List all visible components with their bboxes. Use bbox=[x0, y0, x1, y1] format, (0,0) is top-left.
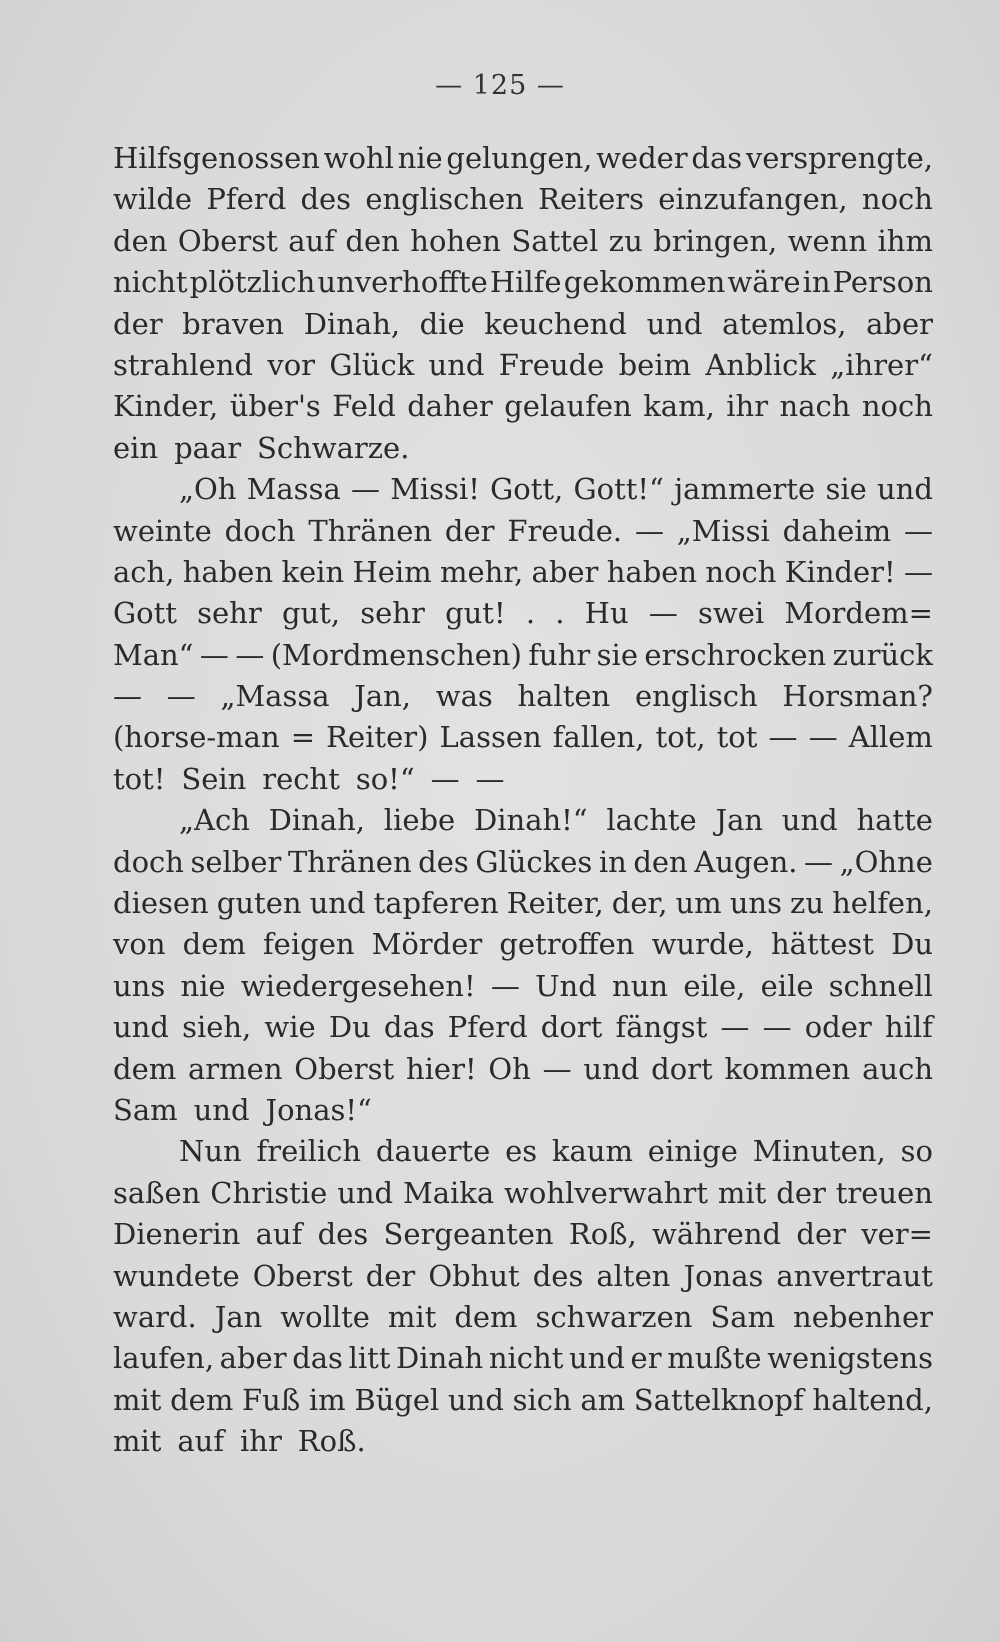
text-line: mit dem Fuß im Bügel und sich am Sattelknopf haltend, bbox=[113, 1382, 933, 1417]
text-line: laufen, aber das litt Dinah nicht und er mußte wenigstens bbox=[113, 1341, 933, 1376]
text-line: mit auf ihr Roß. bbox=[113, 1424, 366, 1459]
text-line: Nun freilich dauerte es kaum einige Minuten, so bbox=[179, 1134, 933, 1169]
text-line: und sieh, wie Du das Pferd dort fängst — — oder hilf bbox=[113, 1010, 933, 1045]
text-line: Gott sehr gut, sehr gut! . . Hu — swei Mordem= bbox=[113, 596, 933, 631]
text-line: weinte doch Thränen der Freude. — „Missi daheim — bbox=[113, 513, 933, 548]
text-line: von dem feigen Mörder getroffen wurde, hättest Du bbox=[113, 927, 933, 962]
text-line: Kinder, über's Feld daher gelaufen kam, ihr nach noch bbox=[113, 389, 933, 424]
text-line: der braven Dinah, die keuchend und atemlos, aber bbox=[113, 306, 933, 341]
text-line: doch selber Thränen des Glückes in den Augen. — „Ohne bbox=[113, 844, 933, 879]
text-line: Man“ — — (Mordmenschen) fuhr sie erschrocken zurück bbox=[113, 637, 933, 672]
text-line: ward. Jan wollte mit dem schwarzen Sam nebenher bbox=[113, 1299, 933, 1334]
text-line: uns nie wiedergesehen! — Und nun eile, eile schnell bbox=[113, 968, 933, 1003]
text-line: ach, haben kein Heim mehr, aber haben noch Kinder! — bbox=[113, 554, 933, 589]
text-line: Dienerin auf des Sergeanten Roß, während der ver= bbox=[113, 1217, 933, 1252]
text-line: ein paar Schwarze. bbox=[113, 430, 410, 465]
text-line: wilde Pferd des englischen Reiters einzufangen, noch bbox=[113, 182, 933, 217]
text-line: „Oh Massa — Missi! Gott, Gott!“ jammerte sie und bbox=[179, 472, 933, 507]
text-line: nicht plötzlich unverhoffte Hilfe gekommen wäre in Person bbox=[113, 265, 933, 300]
text-line: diesen guten und tapferen Reiter, der, um uns zu helfen, bbox=[113, 886, 933, 921]
text-line: den Oberst auf den hohen Sattel zu bringen, wenn ihm bbox=[113, 223, 933, 258]
text-line: saßen Christie und Maika wohlverwahrt mit der treuen bbox=[113, 1175, 933, 1210]
page-number: — 125 — bbox=[435, 70, 565, 101]
text-line: wundete Oberst der Obhut des alten Jonas anvertraut bbox=[113, 1258, 933, 1293]
text-line: „Ach Dinah, liebe Dinah!“ lachte Jan und hatte bbox=[179, 803, 933, 838]
text-line: Hilfsgenossen wohl nie gelungen, weder das versprengte, bbox=[113, 141, 933, 175]
body-text bbox=[113, 138, 933, 1463]
text-line: Sam und Jonas!“ bbox=[113, 1092, 372, 1127]
text-line: (horse-man = Reiter) Lassen fallen, tot, tot — — Allem bbox=[113, 720, 933, 755]
text-line: tot! Sein recht so!“ — — bbox=[113, 761, 505, 796]
text-line: — — „Massa Jan, was halten englisch Horsman? bbox=[113, 679, 933, 714]
text-line: strahlend vor Glück und Freude beim Anblick „ihrer“ bbox=[113, 347, 933, 382]
text-line: dem armen Oberst hier! Oh — und dort kommen auch bbox=[113, 1051, 933, 1086]
